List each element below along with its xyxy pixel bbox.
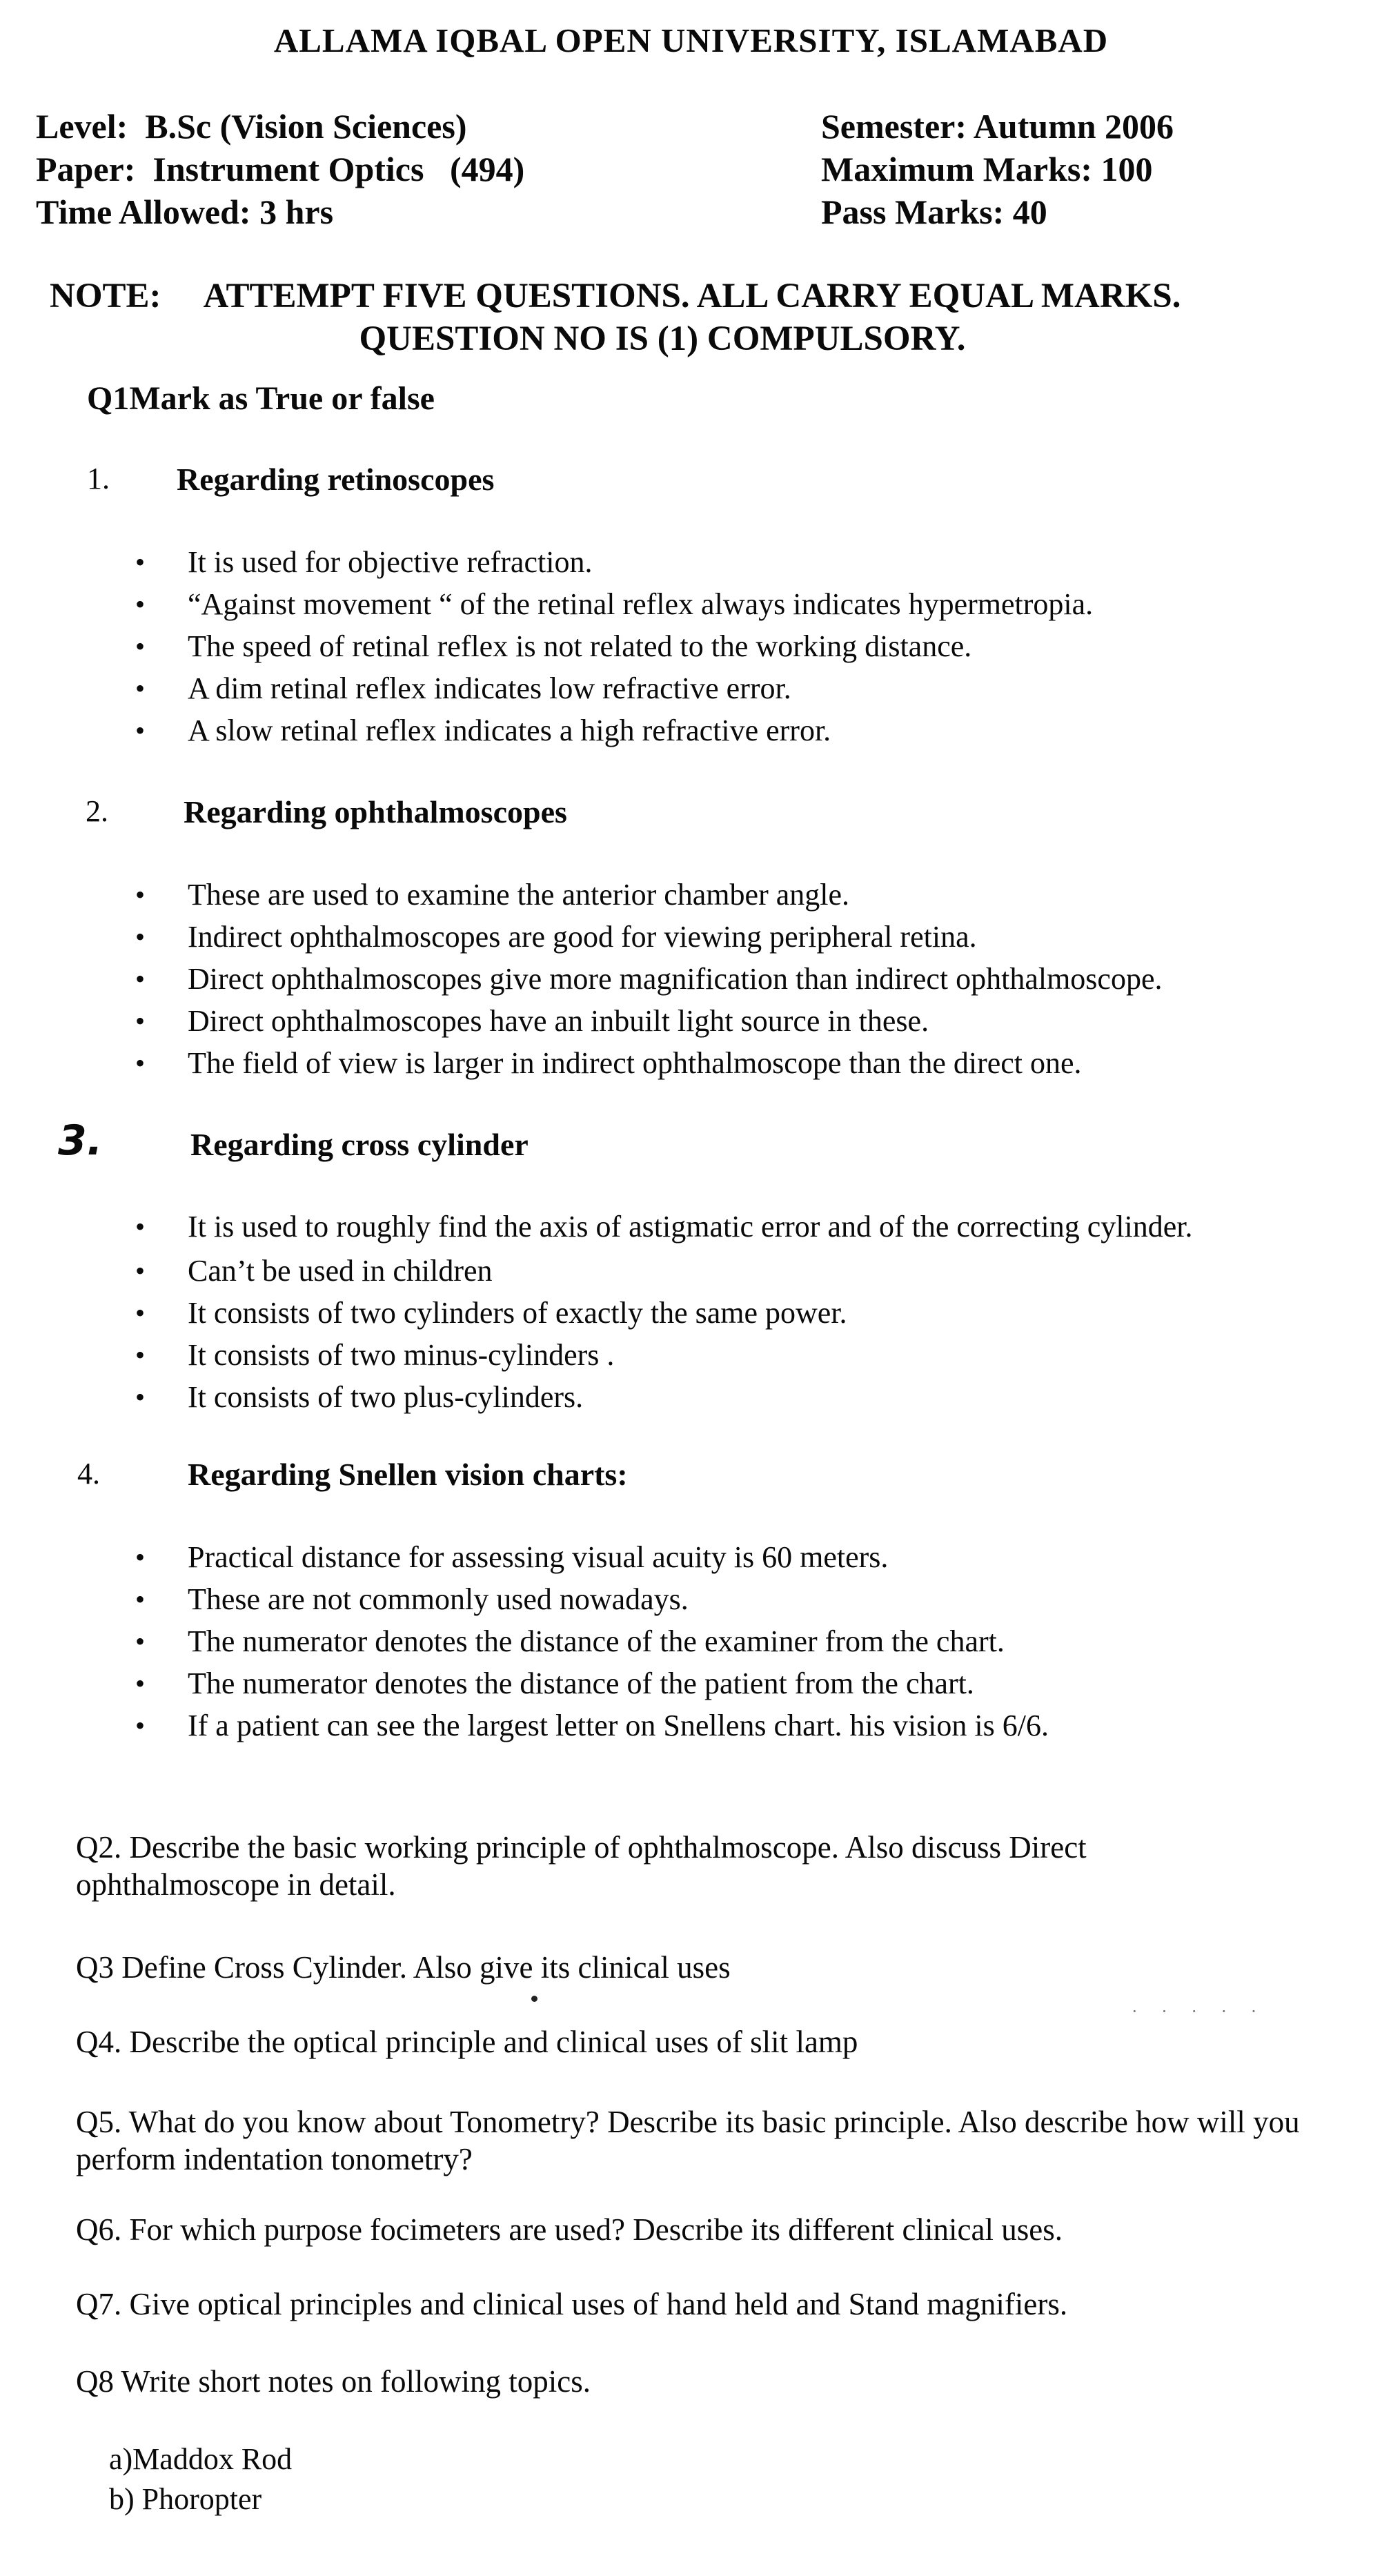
- time-allowed-line: Time Allowed: 3 hrs: [36, 193, 334, 231]
- list-item: • It is used for objective refraction.: [135, 541, 1093, 583]
- exam-details-right: [821, 105, 1174, 233]
- list-item: • The speed of retinal reflex is not related to the working distance.: [135, 625, 1093, 667]
- list-item: • It consists of two plus-cylinders.: [135, 1376, 1239, 1418]
- note-line-1: NOTE: ATTEMPT FIVE QUESTIONS. ALL CARRY EQUAL MARKS.: [50, 277, 1181, 315]
- list-item: • “Against movement “ of the retinal reflex always indicates hypermetropia.: [135, 583, 1093, 625]
- list-item: • It consists of two minus-cylinders .: [135, 1334, 1239, 1376]
- university-title: ALLAMA IQBAL OPEN UNIVERSITY, ISLAMABAD: [273, 21, 1109, 59]
- semester-line: Semester: Autumn 2006: [821, 107, 1174, 146]
- paper-line: Paper: Instrument Optics (494): [36, 150, 525, 188]
- question-2: Q2. Describe the basic working principle of ophthalmoscope. Also discuss Direct ophthalmoscope in detail.: [76, 1830, 1087, 1902]
- q8-topic: b) Phoropter: [109, 2482, 262, 2516]
- exam-details-left: [36, 105, 524, 233]
- q8-topic: a)Maddox Rod: [109, 2442, 293, 2476]
- list-item: • Direct ophthalmoscopes give more magnification than indirect ophthalmoscope.: [135, 958, 1163, 1000]
- section-number: 2.: [86, 794, 108, 828]
- section-title: Regarding ophthalmoscopes: [184, 794, 567, 829]
- question-4: Q4. Describe the optical principle and clinical uses of slit lamp: [76, 2025, 858, 2059]
- list-item: • A slow retinal reflex indicates a high refractive error.: [135, 709, 1093, 751]
- question-5: Q5. What do you know about Tonometry? Describe its basic principle. Also describe how will you perform indentation tonometry?: [76, 2105, 1300, 2176]
- level-line: Level: B.Sc (Vision Sciences): [36, 107, 467, 146]
- note-line-2: QUESTION NO IS (1) COMPULSORY.: [359, 319, 966, 358]
- list-item: • The numerator denotes the distance of the patient from the chart.: [135, 1662, 1049, 1704]
- section-items: [135, 1536, 1049, 1747]
- scan-dots: · · · · ·: [1132, 2001, 1267, 2021]
- section-title: Regarding Snellen vision charts:: [188, 1457, 628, 1492]
- list-item: • These are not commonly used nowadays.: [135, 1578, 1049, 1620]
- list-item: • If a patient can see the largest letter on Snellens chart. his vision is 6/6.: [135, 1704, 1049, 1747]
- section-title: Regarding retinoscopes: [177, 462, 495, 497]
- question-6: Q6. For which purpose focimeters are used? Describe its different clinical uses.: [76, 2212, 1063, 2247]
- section-number: 4.: [77, 1457, 100, 1491]
- list-item: • Indirect ophthalmoscopes are good for viewing peripheral retina.: [135, 916, 1163, 958]
- question-8: Q8 Write short notes on following topics.: [76, 2364, 591, 2399]
- list-item: • It consists of two cylinders of exactly the same power.: [135, 1292, 1239, 1334]
- list-item: • The numerator denotes the distance of the examiner from the chart.: [135, 1620, 1049, 1662]
- maximum-marks-line: Maximum Marks: 100: [821, 150, 1153, 188]
- question-7: Q7. Give optical principles and clinical uses of hand held and Stand magnifiers.: [76, 2287, 1068, 2321]
- pass-marks-line: Pass Marks: 40: [821, 193, 1047, 231]
- list-item: • Direct ophthalmoscopes have an inbuilt light source in these.: [135, 1000, 1163, 1042]
- section-items: [135, 874, 1163, 1084]
- section-number-handwritten: 3.: [58, 1117, 103, 1165]
- list-item: • Practical distance for assessing visual acuity is 60 meters.: [135, 1536, 1049, 1578]
- list-item: • Can’t be used in children: [135, 1250, 1239, 1292]
- list-item: • These are used to examine the anterior chamber angle.: [135, 874, 1163, 916]
- list-item: • The field of view is larger in indirect ophthalmoscope than the direct one.: [135, 1042, 1163, 1084]
- scan-speck: [531, 1996, 537, 2002]
- list-item: • A dim retinal reflex indicates low refractive error.: [135, 667, 1093, 709]
- section-items: [135, 541, 1093, 751]
- section-number: 1.: [87, 462, 110, 495]
- list-item: • It is used to roughly find the axis of astigmatic error and of the correcting cylinder.: [135, 1208, 1239, 1246]
- section-items: [135, 1208, 1239, 1418]
- section-title: Regarding cross cylinder: [190, 1127, 529, 1162]
- question-3: Q3 Define Cross Cylinder. Also give its clinical uses: [76, 1950, 731, 1985]
- q1-heading: Q1Mark as True or false: [87, 380, 435, 417]
